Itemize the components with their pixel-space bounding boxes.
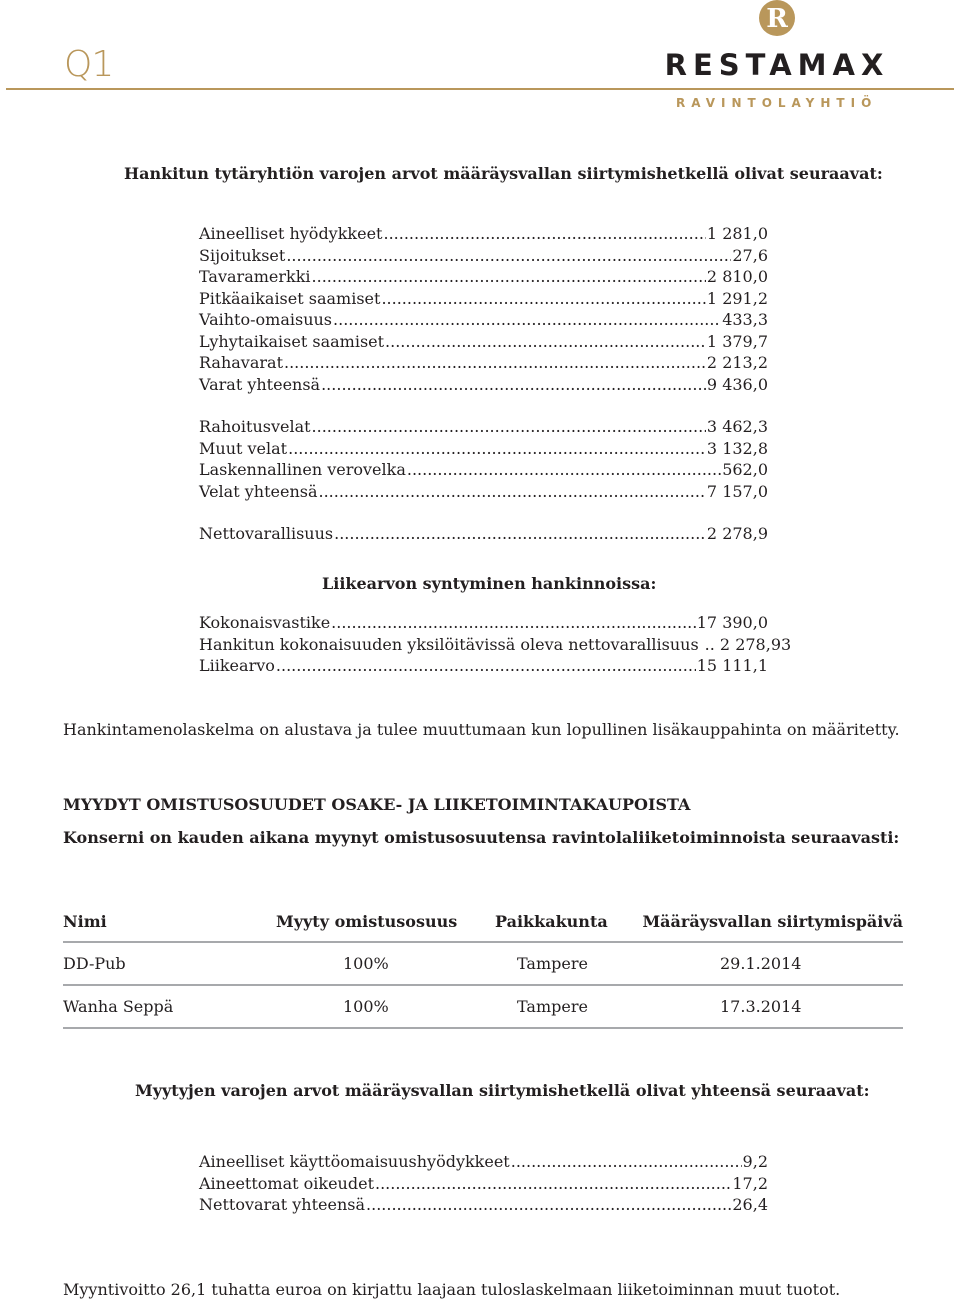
column-header: Myyty omistusosuus bbox=[276, 912, 458, 931]
quarter-label: Q1 bbox=[64, 44, 114, 85]
table-header bbox=[63, 912, 903, 943]
net-assets: Nettovarallisuus ..... 2 278,9 bbox=[199, 524, 768, 546]
list-item: Aineettomat oikeudet ..... 17,2 bbox=[199, 1174, 768, 1196]
acquisition-heading: Hankitun tytäryhtiön varojen arvot määräysvallan siirtymishetkellä olivat seuraavat: bbox=[124, 164, 883, 183]
profit-note: Myyntivoitto 26,1 tuhatta euroa on kirjattu laajaan tuloslaskelmaan liiketoiminnan muut tuotot. bbox=[63, 1280, 841, 1299]
list-item: Pitkäaikaiset saamiset ..... 1 291,2 bbox=[199, 289, 768, 311]
logo-letter: R bbox=[766, 4, 788, 34]
acquisition-assets-list bbox=[199, 224, 768, 546]
list-item: Hankitun kokonaisuuden yksilöitävissä oleva nettovarallisuus .. 2 278,93 bbox=[199, 634, 792, 654]
goodwill-heading: Liikearvon syntyminen hankinnoissa: bbox=[322, 574, 657, 593]
sold-assets-heading: Myytyjen varojen arvot määräysvallan siirtymishetkellä olivat yhteensä seuraavat: bbox=[135, 1081, 870, 1100]
list-item: Kokonaisvastike ..... 17 390,0 bbox=[199, 613, 768, 635]
table-row: DD-Pub 100% Tampere 29.1.2014 bbox=[63, 943, 903, 986]
list-item: Lyhytaikaiset saamiset ..... 1 379,7 bbox=[199, 332, 768, 354]
column-header: Määräysvallan siirtymispäivä bbox=[642, 912, 903, 931]
list-item: Sijoitukset ..... 27,6 bbox=[199, 246, 768, 268]
sold-assets-total: Nettovarat yhteensä ..... 26,4 bbox=[199, 1195, 768, 1217]
list-item: Liikearvo ..... 15 111,1 bbox=[199, 656, 768, 678]
divestment-title: MYYDYT OMISTUSOSUUDET OSAKE- JA LIIKETOIMINTAKAUPOISTA bbox=[63, 795, 691, 814]
column-header: Nimi bbox=[63, 912, 107, 931]
brand-subtitle: RAVINTOLAYHTIÖ bbox=[676, 96, 878, 110]
header-divider bbox=[6, 88, 954, 90]
acquisition-note: Hankintamenolaskelma on alustava ja tulee muuttumaan kun lopullinen lisäkauppahinta on määritetty. bbox=[63, 720, 900, 739]
list-item: Muut velat ..... 3 132,8 bbox=[199, 439, 768, 461]
goodwill-list bbox=[199, 613, 792, 678]
liabilities-total: Velat yhteensä ..... 7 157,0 bbox=[199, 482, 768, 504]
list-item: Rahoitusvelat ..... 3 462,3 bbox=[199, 417, 768, 439]
list-item: Tavaramerkki ..... 2 810,0 bbox=[199, 267, 768, 289]
sold-holdings-table bbox=[63, 912, 903, 1029]
sold-assets-list bbox=[199, 1152, 768, 1217]
assets-total: Varat yhteensä ..... 9 436,0 bbox=[199, 375, 768, 397]
brand-name: RESTAMAX bbox=[664, 48, 890, 82]
list-item: Rahavarat ..... 2 213,2 bbox=[199, 353, 768, 375]
list-item: Vaihto-omaisuus ..... 433,3 bbox=[199, 310, 768, 332]
list-item: Laskennallinen verovelka ..... 562,0 bbox=[199, 460, 768, 482]
list-item: Aineelliset käyttöomaisuushyödykkeet ..... 9,2 bbox=[199, 1152, 768, 1174]
divestment-intro: Konserni on kauden aikana myynyt omistusosuutensa ravintolaliiketoiminnoista seuraavasti: bbox=[63, 828, 900, 847]
list-item: Aineelliset hyödykkeet ..... 1 281,0 bbox=[199, 224, 768, 246]
restamax-logo-icon bbox=[752, 0, 802, 42]
column-header: Paikkakunta bbox=[495, 912, 608, 931]
table-row: Wanha Seppä 100% Tampere 17.3.2014 bbox=[63, 986, 903, 1029]
